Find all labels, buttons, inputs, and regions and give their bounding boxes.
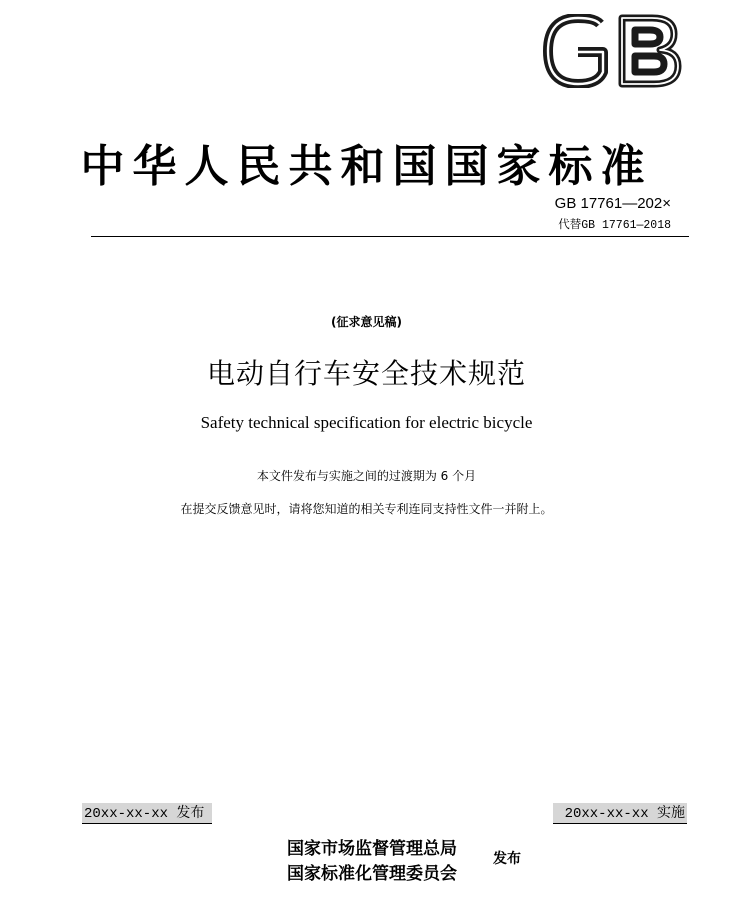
issued-label: 发布 bbox=[493, 851, 521, 867]
standard-number: GB 17761—202× bbox=[554, 195, 671, 212]
document-title-en: Safety technical specification for electric bicycle bbox=[200, 413, 533, 432]
gb-logo bbox=[540, 14, 686, 88]
issue-date-box bbox=[82, 803, 212, 824]
header-divider bbox=[91, 236, 689, 237]
implementation-date-box bbox=[553, 803, 687, 824]
implementation-date-word: 实施 bbox=[657, 805, 685, 821]
issue-date: 20xx-xx-xx bbox=[84, 806, 169, 822]
document-title-cn: 电动自行车安全技术规范 bbox=[206, 357, 526, 390]
issuer-samr: 国家市场监督管理总局 bbox=[287, 839, 457, 859]
issuer-sac: 国家标准化管理委员会 bbox=[287, 864, 457, 884]
feedback-note: 在提交反馈意见时，请将您知道的相关专利连同支持性文件一并附上。 bbox=[180, 502, 553, 516]
transition-note: 本文件发布与实施之间的过渡期为 6 个月 bbox=[256, 469, 477, 483]
replaces-standard: 代替GB 17761—2018 bbox=[558, 219, 671, 232]
implementation-date: 20xx-xx-xx bbox=[564, 806, 649, 822]
draft-label: (征求意见稿) bbox=[331, 315, 402, 329]
issue-date-word: 发布 bbox=[176, 805, 205, 821]
standard-title: 中华人民共和国国家标准 bbox=[80, 141, 653, 192]
